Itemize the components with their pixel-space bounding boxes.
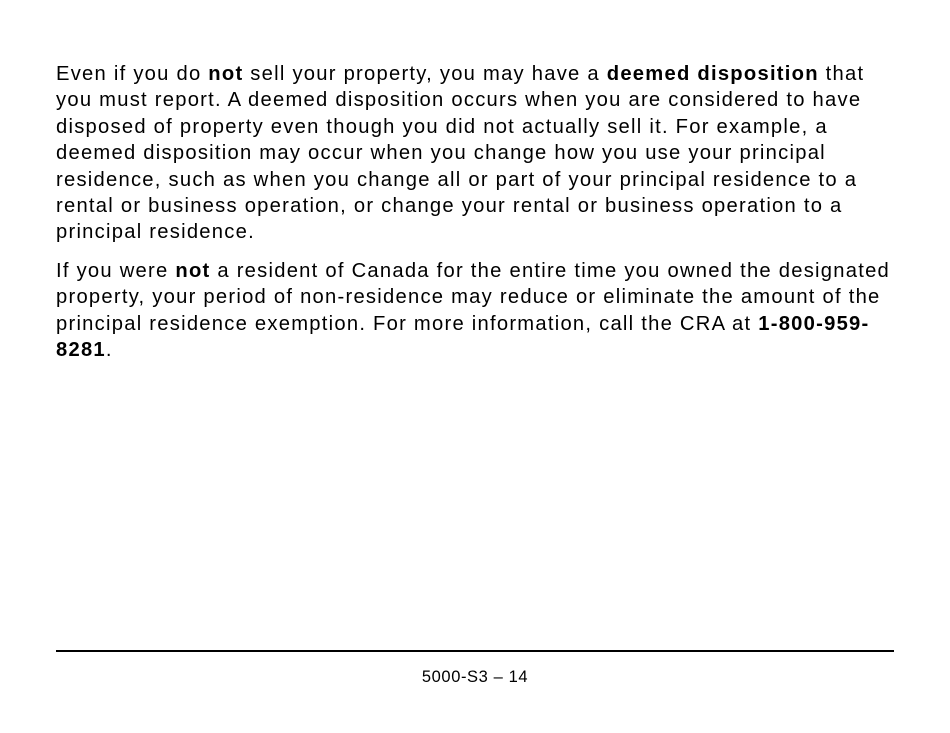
text-run: sell your property, you may have a (243, 63, 607, 85)
page-body (56, 61, 906, 363)
text-run: If you were (56, 259, 176, 282)
footer-divider (56, 650, 894, 652)
text-run: that you must report. A deemed disposition occurs when you are considered to have disposed of property even though you did not actually sell it. For example, a deemed disposition may occur when you change how you use your principal residence, such as when you change all or part of your principal residence to a rental or business operation, or change your rental or business operation to a principal residence. (56, 63, 865, 244)
term-deemed-disposition: deemed disposition (606, 63, 819, 85)
paragraph-deemed-disposition (56, 61, 906, 246)
paragraph-non-residence (56, 258, 906, 364)
emphasis-not: not (175, 259, 211, 282)
text-run: Even if you do (56, 63, 209, 85)
page-number: 5000-S3 – 14 (421, 668, 529, 686)
text-run: a resident of Canada for the entire time you owned the designated property, your period of non-residence may reduce or eliminate the amount of the principal residence exemption. For more information, call the CRA at (56, 259, 891, 335)
emphasis-not: not (208, 63, 244, 85)
cra-phone-number: 1-800-959-8281 (56, 312, 870, 362)
text-run: . (105, 339, 113, 362)
